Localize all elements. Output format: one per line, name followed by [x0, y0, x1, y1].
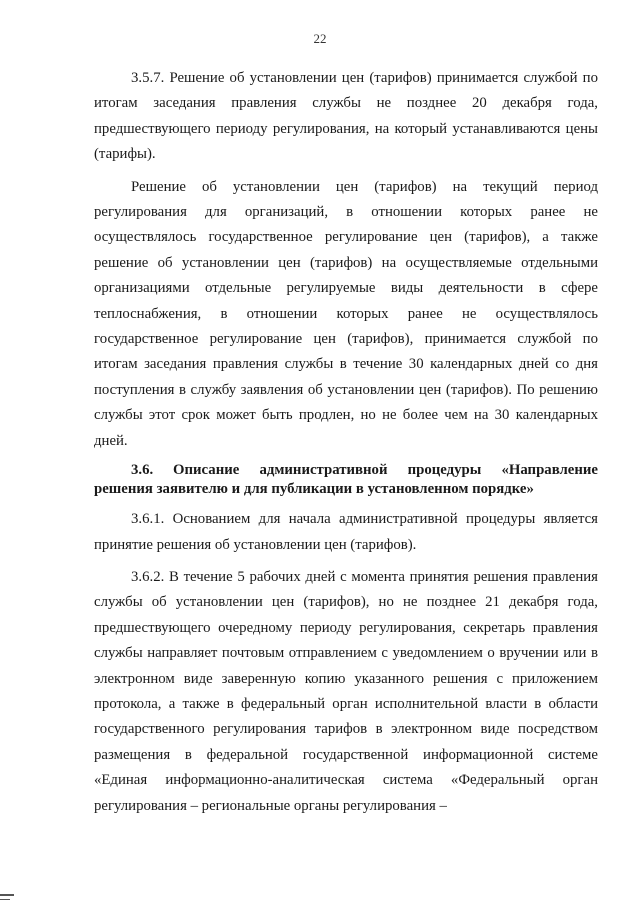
scan-edge-mark-secondary: [0, 899, 10, 900]
paragraph-3-6-2: 3.6.2. В течение 5 рабочих дней с момента принятия решения правления службы об установлении цен (тарифов), но не позднее 21 декабря года, предшествующего очередному периоду регулирования, секретарь правления службы направляет почтовым отправлением с уведомлением о вручении или в электронном виде заверенную копию указанного решения с приложением протокола, а также в федеральный орган исполнительной власти в области государственного регулирования тарифов в электронном виде посредством размещения в федеральной государственной информационной системе «Единая информационно-аналитическая система «Федеральный орган регулирования – региональные органы регулирования –: [94, 568, 598, 814]
paragraph-3-6-1: 3.6.1. Основанием для начала административной процедуры является принятие решения об установлении цен (тарифов).: [94, 511, 598, 553]
section-title: Описание административной процедуры «Направление решения заявителю и для публикации в установленном порядке»: [94, 462, 598, 498]
scan-edge-mark: [0, 894, 14, 896]
section-heading-3-6: [94, 461, 598, 499]
paragraph-3-5-7: 3.5.7. Решение об установлении цен (тарифов) принимается службой по итогам заседания правления службы не позднее 20 декабря года, предшествующего периоду регулирования, на который устанавливаются цены (тарифы).: [94, 70, 598, 163]
document-body: [94, 66, 598, 819]
page-number: 22: [313, 31, 327, 46]
section-number: 3.6.: [131, 462, 154, 479]
paragraph-decision-new-organizations: Решение об установлении цен (тарифов) на текущий период регулирования для организаций, в отношении которых ранее не осуществлялось государственное регулирование цен (тарифов), а также решение об установлении цен (тарифов) на осуществляемые отдельными организациями отдельные регулируемые виды деятельности в сфере теплоснабжения, в отношении которых ранее не осуществлялось государственное регулирование цен (тарифов), принимается службой по итогам заседания правления службы в течение 30 календарных дней со дня поступления в службу заявления об установлении цен (тарифов). По решению службы этот срок может быть продлен, но не более чем на 30 календарных дней.: [94, 178, 598, 449]
